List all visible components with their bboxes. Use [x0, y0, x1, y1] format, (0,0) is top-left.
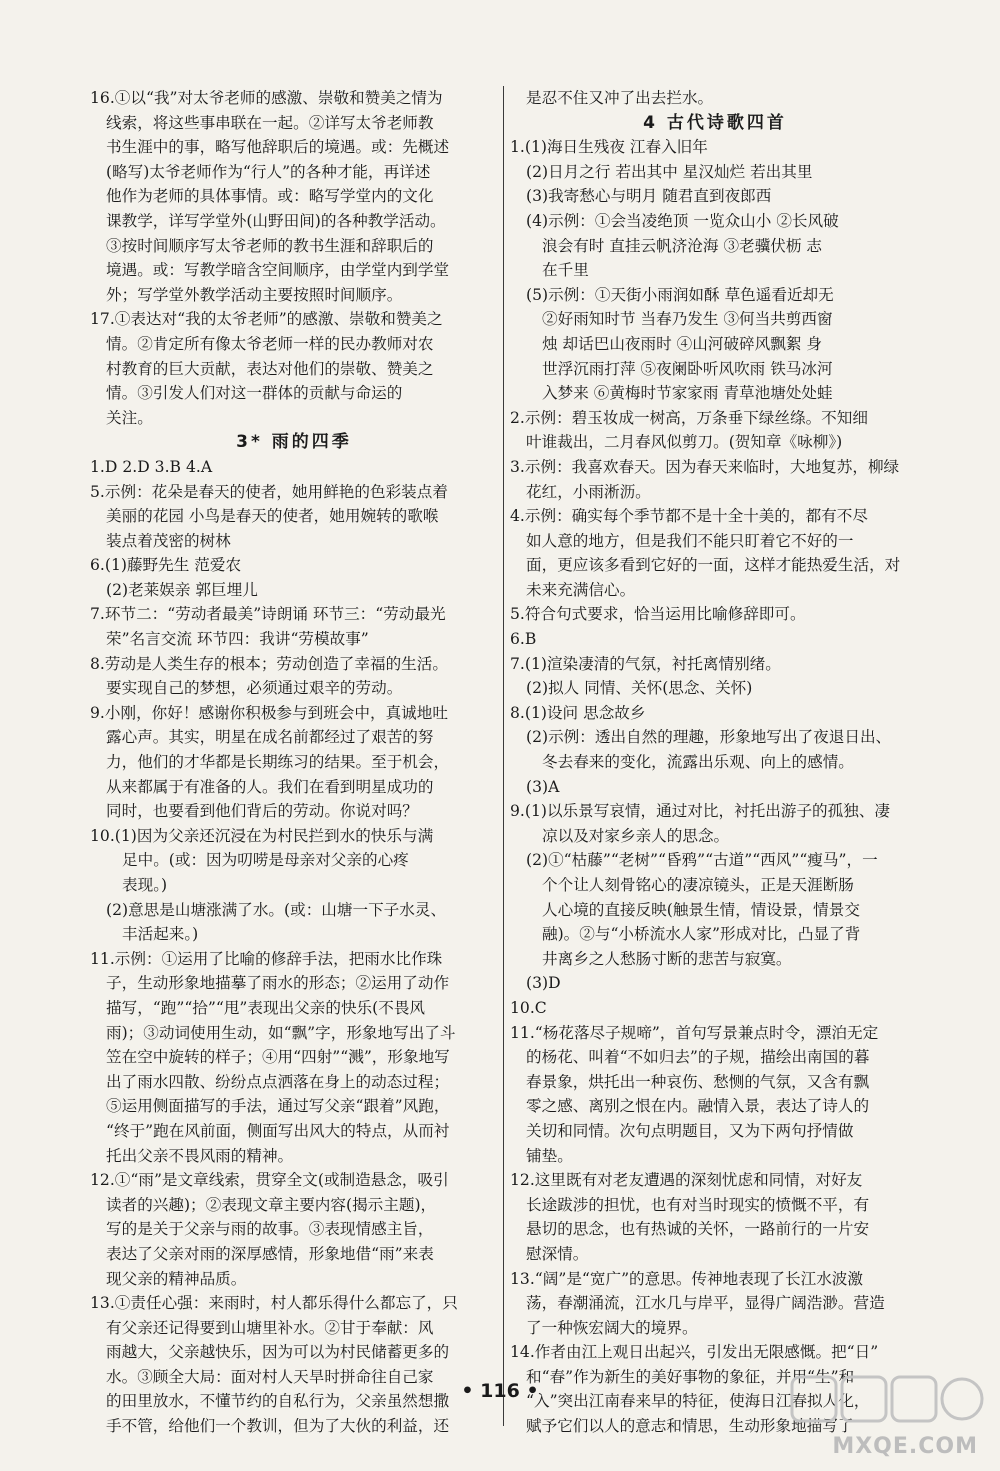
- left-column-line: 7.环节二：“劳动者最美”诗朗诵 环节三：“劳动最光: [90, 605, 446, 624]
- left-column-line: 表达了父亲对雨的深厚感情，形象地借“雨”来表: [106, 1244, 434, 1263]
- right-column-line: (2)示例：透出自然的理趣，形象地写出了夜退日出、: [526, 728, 892, 747]
- right-column-line: (2)拟人 同情、关怀(思念、关怀): [526, 679, 753, 698]
- left-column: [90, 86, 498, 1439]
- right-column-line: 6.B: [510, 630, 537, 649]
- right-column-line: (2)日月之行 若出其中 星汉灿烂 若出其里: [526, 162, 813, 181]
- left-column-line: 水。③顾全大局：面对村人天旱时拼命往自己家: [106, 1367, 434, 1386]
- left-column-line: 表现。): [122, 876, 168, 894]
- right-column-line: 个个让人刻骨铭心的凄凉镜头，正是天涯断肠: [542, 876, 854, 894]
- left-column-line: 5.示例：花朵是春天的使者，她用鲜艳的色彩装点着: [90, 482, 448, 501]
- left-column-line: 从来都属于有准备的人。我们在看到明星成功的: [106, 777, 434, 796]
- left-column-line: 13.①责任心强：来雨时，村人都乐得什么都忘了，只: [90, 1294, 458, 1313]
- right-column-line: 13.“阔”是“宽广”的意思。传神地表现了长江水波激: [510, 1269, 863, 1288]
- left-column-line: 写的是关于父亲与雨的故事。③表现情感主旨，: [106, 1220, 434, 1239]
- left-column-line: 1.D 2.D 3.B 4.A: [90, 457, 213, 476]
- right-column-line: 叶谁裁出，二月春风似剪刀。(贺知章《咏柳》): [526, 433, 843, 452]
- right-column-line: 未来充满信心。: [526, 580, 636, 599]
- left-column-line: 荣”名言交流 环节四：我讲“劳模故事”: [106, 630, 369, 649]
- left-column-line: 手不管，给他们一个教训，但为了大伙的利益，还: [106, 1417, 450, 1436]
- left-column-line: 12.①“雨”是文章线索，贯穿全文(或制造悬念，吸引: [90, 1171, 449, 1190]
- right-column-line: 10.C: [510, 998, 547, 1017]
- left-column-line: 力，他们的才华都是长期练习的结果。至于机会，: [106, 753, 450, 772]
- right-column-line: 关切和同情。次句点明题目，又为下两句抒情做: [526, 1121, 854, 1140]
- left-column-line: 雨越大，父亲越快乐，因为可以为村民储蓄更多的: [106, 1343, 450, 1362]
- right-column-line: 荡，春潮涌流，江水几与岸平，显得广阔浩渺。营造: [526, 1294, 885, 1313]
- right-column-line: 14.作者由江上观日出起兴，引发出无限感慨。把“日”: [510, 1343, 879, 1362]
- right-column-line: 世浮沉雨打萍 ⑤夜阑卧听风吹雨 铁马冰河: [542, 359, 833, 378]
- right-column-line: 了一种恢宏阔大的境界。: [526, 1318, 698, 1337]
- left-column-line: 情。②肯定所有像太爷老师一样的民办教师对农: [106, 334, 434, 353]
- right-column-line: 悬切的思念，也有热诚的关怀，一路前行的一片安: [526, 1220, 870, 1239]
- left-column-line: 关注。: [106, 408, 153, 427]
- column-divider: [503, 86, 504, 1426]
- right-column-line: (3)我寄愁心与明月 随君直到夜郎西: [526, 187, 772, 206]
- right-column-line: 如人意的地方，但是我们不能只盯着它不好的一: [526, 531, 854, 550]
- left-column-line: 描写，“跑”“拾”“甩”表现出父亲的快乐(不畏风: [106, 998, 426, 1017]
- left-column-line: 他作为老师的具体事情。或：略写学堂内的文化: [106, 187, 434, 206]
- left-column-line: (2)意思是山塘涨满了水。(或：山塘一下子水灵、: [106, 900, 447, 919]
- left-column-line: 足中。(或：因为叨唠是母亲对父亲的心疼: [122, 851, 409, 870]
- right-column-line: 凉以及对家乡亲人的思念。: [542, 826, 730, 845]
- left-column-line: 16.①以“我”对太爷老师的感激、崇敬和赞美之情为: [90, 89, 443, 107]
- right-column-line: 春景象，烘托出一种哀伤、愁恻的气氛，又含有飘: [526, 1072, 870, 1091]
- right-column-line: (4)示例：①会当凌绝顶 一览众山小 ②长风破: [526, 211, 839, 230]
- left-column-line: 读者的兴趣)；②表现文章主要内容(揭示主题)，: [106, 1195, 437, 1214]
- right-column-line: ②好雨知时节 当春乃发生 ③何当共剪西窗: [542, 310, 833, 329]
- left-column-line: (2)老莱娱亲 郭巨埋儿: [106, 580, 258, 599]
- right-column-line: 8.(1)设问 思念故乡: [510, 703, 646, 722]
- right-column-line: 零之感、离别之恨在内。融情入景，表达了诗人的: [526, 1097, 870, 1116]
- left-column-line: 情。③引发人们对这一群体的贡献与命运的: [106, 384, 403, 403]
- right-column-line: 浪会有时 直挂云帆济沧海 ③老骥伏枥 志: [542, 236, 822, 255]
- right-column-line: 井离乡之人愁肠寸断的悲苦与寂寞。: [542, 949, 792, 968]
- left-column-line: 美丽的花园 小鸟是春天的使者，她用婉转的歌喉: [106, 507, 439, 526]
- right-column-line: 7.(1)渲染凄清的气氛，衬托离情别绪。: [510, 654, 781, 673]
- right-column-line: (3)D: [526, 974, 561, 993]
- right-column-line: 3.示例：我喜欢春天。因为春天来临时，大地复苏，柳绿: [510, 457, 900, 476]
- left-column-line: 同时，也要看到他们背后的劳动。你说对吗？: [106, 802, 418, 821]
- left-column-line: ③按时间顺序写太爷老师的教书生涯和辞职后的: [106, 236, 434, 255]
- left-column-line: 笠在空中旋转的样子；④用“四射”“溅”，形象地写: [106, 1048, 450, 1067]
- right-column-line: (2)①“枯藤”“老树”“昏鸦”“古道”“西风”“瘦马”，一: [526, 851, 878, 870]
- right-column-line: 铺垫。: [526, 1146, 573, 1165]
- left-column-line: (略写)太爷老师作为“行人”的各种才能，再详述: [106, 162, 431, 181]
- right-column-line: 融)。②与“小桥流水人家”形成对比，凸显了背: [542, 925, 861, 944]
- left-column-line: 雨)；③动词使用生动，如“飘”字，形象地写出了斗: [106, 1023, 456, 1042]
- right-column-line: 赋予它们以人的意志和情思，生动形象地描写了: [526, 1417, 854, 1436]
- page-number: • 116 •: [461, 1380, 539, 1402]
- left-column-line: 书生涯中的事，略写他辞职后的境遇。或：先概述: [106, 138, 450, 157]
- right-column-line: 在千里: [542, 261, 589, 280]
- left-column-line: 露心声。其实，明星在成名前都经过了艰苦的努: [106, 728, 434, 747]
- left-column-line: 现父亲的精神品质。: [106, 1269, 247, 1288]
- right-column-line: 慰深情。: [526, 1244, 589, 1263]
- right-column-line: 4.示例：确实每个季节都不是十全十美的，都有不尽: [510, 507, 868, 526]
- left-column-line: 村教育的巨大贡献，表达对他们的崇敬、赞美之: [106, 359, 434, 378]
- section-title: 4 古代诗歌四首: [643, 112, 787, 133]
- left-column-line: 11.示例：①运用了比喻的修辞手法，把雨水比作珠: [90, 949, 443, 968]
- right-column-line: 长途跋涉的担忧，也有对当时现实的愤慨不平，有: [526, 1195, 870, 1214]
- right-column-line: 的杨花、叫着“不如归去”的子规，描绘出南国的暮: [526, 1048, 870, 1067]
- left-column-line: 10.(1)因为父亲还沉浸在为村民拦到水的快乐与满: [90, 826, 434, 845]
- right-column-line: 面，更应该多看到它好的一面，这样才能热爱生活，对: [526, 556, 901, 575]
- left-column-line: 出了雨水四散、纷纷点点洒落在身上的动态过程；: [106, 1072, 450, 1091]
- right-column-line: 花红，小雨淅沥。: [526, 482, 651, 501]
- left-column-line: 外；写学堂外教学活动主要按照时间顺序。: [106, 285, 403, 304]
- left-column-line: 丰活起来。): [122, 925, 199, 944]
- left-column-line: 有父亲还记得要到山塘里补水。②甘于奉献：风: [106, 1318, 434, 1337]
- section-title: 3* 雨的四季: [236, 432, 352, 453]
- left-column-line: 课教学，详写学堂外(山野田间)的各种教学活动。: [106, 211, 446, 230]
- right-column-line: 9.(1)以乐景写哀情，通过对比，衬托出游子的孤独、凄: [510, 802, 891, 821]
- right-column-line: 人心境的直接反映(触景生情，情设景，情景交: [542, 900, 860, 919]
- right-column-line: (5)示例：①天街小雨润如酥 草色遥看近却无: [526, 285, 834, 304]
- right-column-line: 2.示例：碧玉妆成一树高，万条垂下绿丝绦。不知细: [510, 408, 868, 427]
- watermark-site: MXQE.COM: [832, 1434, 978, 1459]
- left-column-line: 17.①表达对“我的太爷老师”的感激、崇敬和赞美之: [90, 310, 443, 329]
- left-column-line: 9.小刚，你好！感谢你积极参与到班会中，真诚地吐: [90, 703, 448, 722]
- left-column-line: 8.劳动是人类生存的根本；劳动创造了幸福的生活。: [90, 654, 448, 673]
- right-column: [510, 86, 920, 1439]
- right-column-line: 12.这里既有对老友遭遇的深刻忧虑和同情，对好友: [510, 1171, 863, 1190]
- left-column-line: 线索，将这些事串联在一起。②详写太爷老师教: [106, 113, 434, 132]
- right-column-line: 1.(1)海日生残夜 江春入旧年: [510, 138, 708, 157]
- left-column-line: 托出父亲不畏风雨的精神。: [106, 1146, 294, 1165]
- left-column-line: 要实现自己的梦想，必须通过艰辛的劳动。: [106, 679, 403, 698]
- left-column-line: 6.(1)藤野先生 范爱农: [90, 556, 242, 575]
- right-column-line: 入梦来 ⑥黄梅时节家家雨 青草池塘处处蛙: [542, 384, 833, 403]
- right-column-line: 11.“杨花落尽子规啼”，首句写景兼点时令，漂泊无定: [510, 1023, 879, 1042]
- right-column-line: 冬去春来的变化，流露出乐观、向上的感情。: [542, 753, 854, 772]
- left-column-line: “终于”跑在风前面，侧面写出风大的特点，从而衬: [106, 1121, 450, 1140]
- left-column-line: ⑤运用侧面描写的手法，通过写父亲“跟着”风跑，: [106, 1097, 450, 1116]
- right-column-line: 5.符合句式要求，恰当运用比喻修辞即可。: [510, 605, 806, 624]
- right-column-line: 烛 却话巴山夜雨时 ④山河破碎风飘絮 身: [542, 334, 822, 353]
- right-column-line: “入”突出江南春来早的特征，使海日江春拟人化，: [526, 1392, 870, 1411]
- right-column-line: 是忍不住又冲了出去拦水。: [526, 89, 714, 107]
- left-column-line: 的田里放水，不懂节约的自私行为，父亲虽然想撒: [106, 1392, 450, 1411]
- right-column-line: 和“春”作为新生的美好事物的象征，并用“生”和: [526, 1367, 855, 1386]
- left-column-line: 装点着茂密的树林: [106, 531, 231, 550]
- left-column-line: 子，生动形象地描摹了雨水的形态；②运用了动作: [106, 974, 450, 993]
- right-column-line: (3)A: [526, 777, 560, 796]
- page-number-value: 116: [480, 1380, 520, 1402]
- left-column-line: 境遇。或：写教学暗含空间顺序，由学堂内到学堂: [106, 261, 450, 280]
